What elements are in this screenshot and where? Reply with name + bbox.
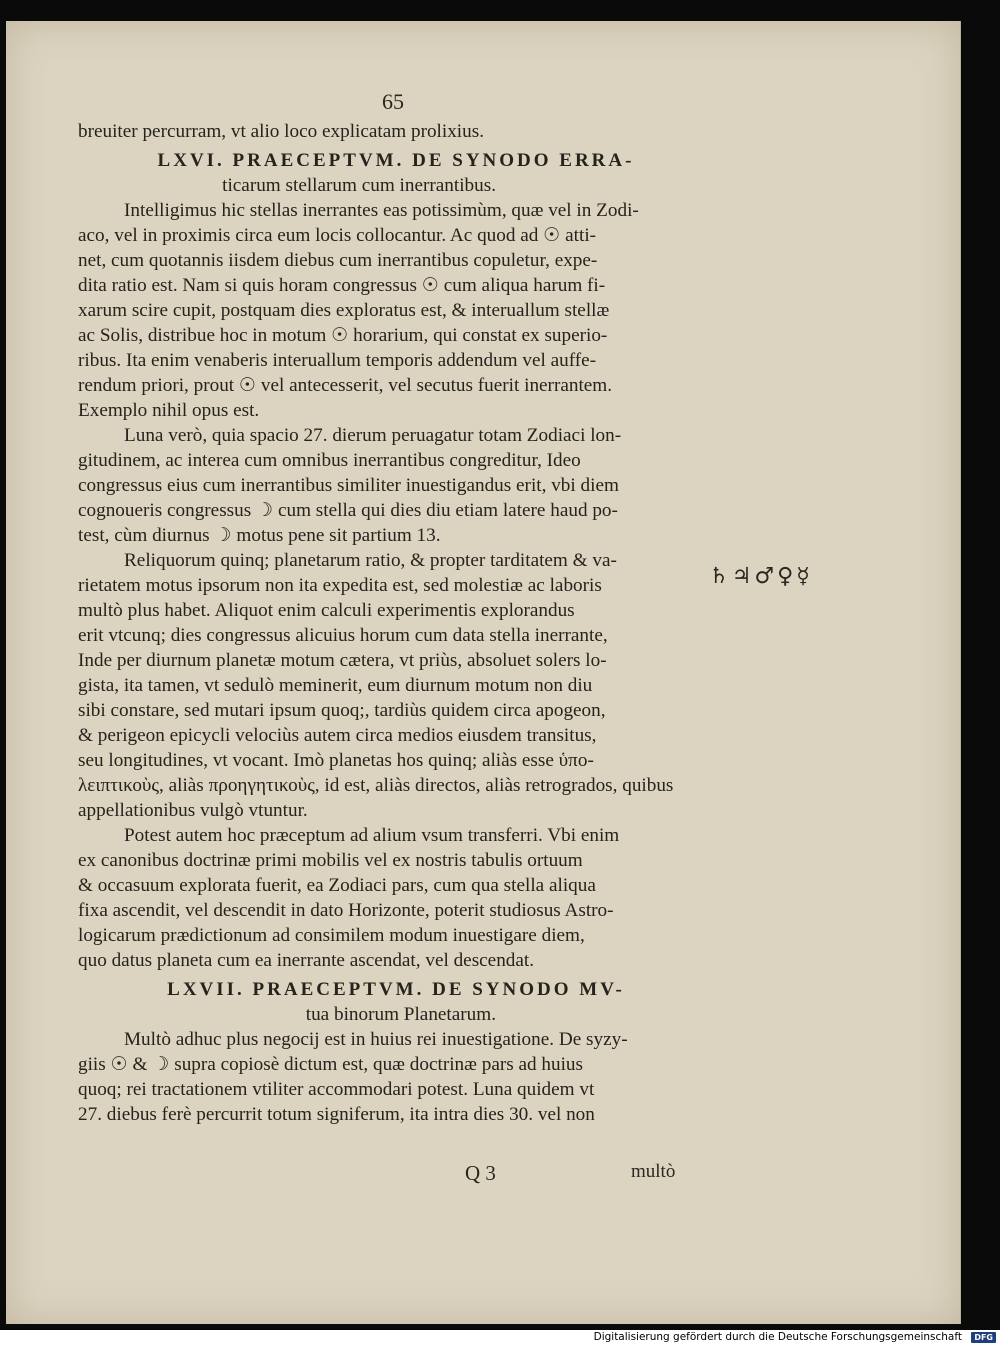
text-line: gitudinem, ac interea cum omnibus inerrantibus congreditur, Ideo [78, 450, 581, 471]
text-line: gista, ita tamen, vt sedulò meminerit, eum diurnum motum non diu [78, 675, 593, 696]
text-line: quoq; rei tractationem vtiliter accommodari potest. Luna quidem vt [78, 1079, 595, 1100]
text-line: erit vtcunq; dies congressus alicuius horum cum data stella inerrante, [78, 625, 608, 646]
catchword: multò [631, 1161, 676, 1182]
text-line: giis ☉ & ☽ supra copiosè dictum est, quæ doctrinæ pars ad huius [78, 1054, 583, 1075]
text-line: Inde per diurnum planetæ motum cætera, vt priùs, absoluet solers lo- [78, 650, 607, 671]
text-line: 27. diebus ferè percurrit totum signiferum, ita intra dies 30. vel non [78, 1104, 595, 1125]
text-line: appellationibus vulgò vtuntur. [78, 800, 308, 821]
text-line: fixa ascendit, vel descendit in dato Horizonte, poterit studiosus Astro- [78, 900, 614, 921]
text-line: logicarum prædictionum ad consimilem modum inuestigare diem, [78, 925, 585, 946]
text-line: ex canonibus doctrinæ primi mobilis vel ex nostris tabulis ortuum [78, 850, 583, 871]
text-line: cognoueris congressus ☽ cum stella qui dies diu etiam latere haud po- [78, 500, 618, 521]
text-line: Exemplo nihil opus est. [78, 400, 260, 421]
text-line: & occasuum explorata fuerit, ea Zodiaci pars, cum qua stella aliqua [78, 875, 596, 896]
text-line: Potest autem hoc præceptum ad alium vsum transferri. Vbi enim [124, 825, 620, 846]
funding-notice: Digitalisierung gefördert durch die Deutsche Forschungsgemeinschaft [593, 1331, 962, 1343]
text-line: aco, vel in proximis circa eum locis collocantur. Ac quod ad ☉ atti- [78, 225, 597, 246]
text-line: Intelligimus hic stellas inerrantes eas potissimùm, quæ vel in Zodi- [124, 200, 639, 221]
page-number: 65 [382, 89, 404, 114]
section-heading-66: LXVI. PRAECEPTVM. DE SYNODO ERRA- [157, 150, 635, 171]
text-line: ac Solis, distribue hoc in motum ☉ horarium, qui constat ex superio- [78, 325, 608, 346]
text-line: Luna verò, quia spacio 27. dierum peruagatur totam Zodiaci lon- [124, 425, 622, 446]
marginal-planet-symbols: ♄♃♂♀☿ [709, 564, 813, 589]
text-line: test, cùm diurnus ☽ motus pene sit partium 13. [78, 525, 441, 546]
text-line: dita ratio est. Nam si quis horam congressus ☉ cum aliqua harum fi- [78, 275, 606, 296]
section-subheading-66: ticarum stellarum cum inerrantibus. [222, 175, 496, 196]
text-line: rietatem motus ipsorum non ita expedita est, sed molestiæ ac laboris [78, 575, 602, 596]
text-line: seu longitudines, vt vocant. Imò planetas hos quinq; aliàs esse ὑπο- [78, 750, 594, 771]
text-line: multò plus habet. Aliquot enim calculi experimentis explorandus [78, 600, 575, 621]
text-line: congressus eius cum inerrantibus similiter inuestigandus erit, vbi diem [78, 475, 619, 496]
dfg-logo: DFG [971, 1332, 996, 1343]
text-line: sibi constare, sed mutari ipsum quoq;, tardiùs quidem circa apogeon, [78, 700, 606, 721]
text-line: breuiter percurram, vt alio loco explicatam prolixius. [78, 121, 484, 142]
text-line: net, cum quotannis iisdem diebus cum inerrantibus copuletur, expe- [78, 250, 598, 271]
text-line: quo datus planeta cum ea inerrante ascendat, vel descendat. [78, 950, 535, 971]
text-line: & perigeon epicycli velociùs autem circa medios eiusdem transitus, [78, 725, 597, 746]
text-line: Multò adhuc plus negocij est in huius rei inuestigatione. De syzy- [124, 1029, 628, 1050]
footer-bar [0, 1330, 1000, 1345]
text-line: rendum priori, prout ☉ vel antecesserit, vel secutus fuerit inerrantem. [78, 375, 613, 396]
body-text [78, 119, 706, 1127]
signature-mark: Q 3 [465, 1161, 496, 1185]
book-page [6, 21, 961, 1324]
section-subheading-67: tua binorum Planetarum. [305, 1004, 496, 1025]
text-line: xarum scire cupit, postquam dies exploratus est, & interuallum stellæ [78, 300, 610, 321]
text-line: ribus. Ita enim venaberis interuallum temporis addendum vel auffe- [78, 350, 597, 371]
text-line: λειπτικοὺς, aliàs προηγητικοὺς, id est, aliàs directos, aliàs retrogrados, quibus [78, 775, 674, 796]
text-line: Reliquorum quinq; planetarum ratio, & propter tarditatem & va- [124, 550, 617, 571]
section-heading-67: LXVII. PRAECEPTVM. DE SYNODO MV- [167, 979, 625, 1000]
